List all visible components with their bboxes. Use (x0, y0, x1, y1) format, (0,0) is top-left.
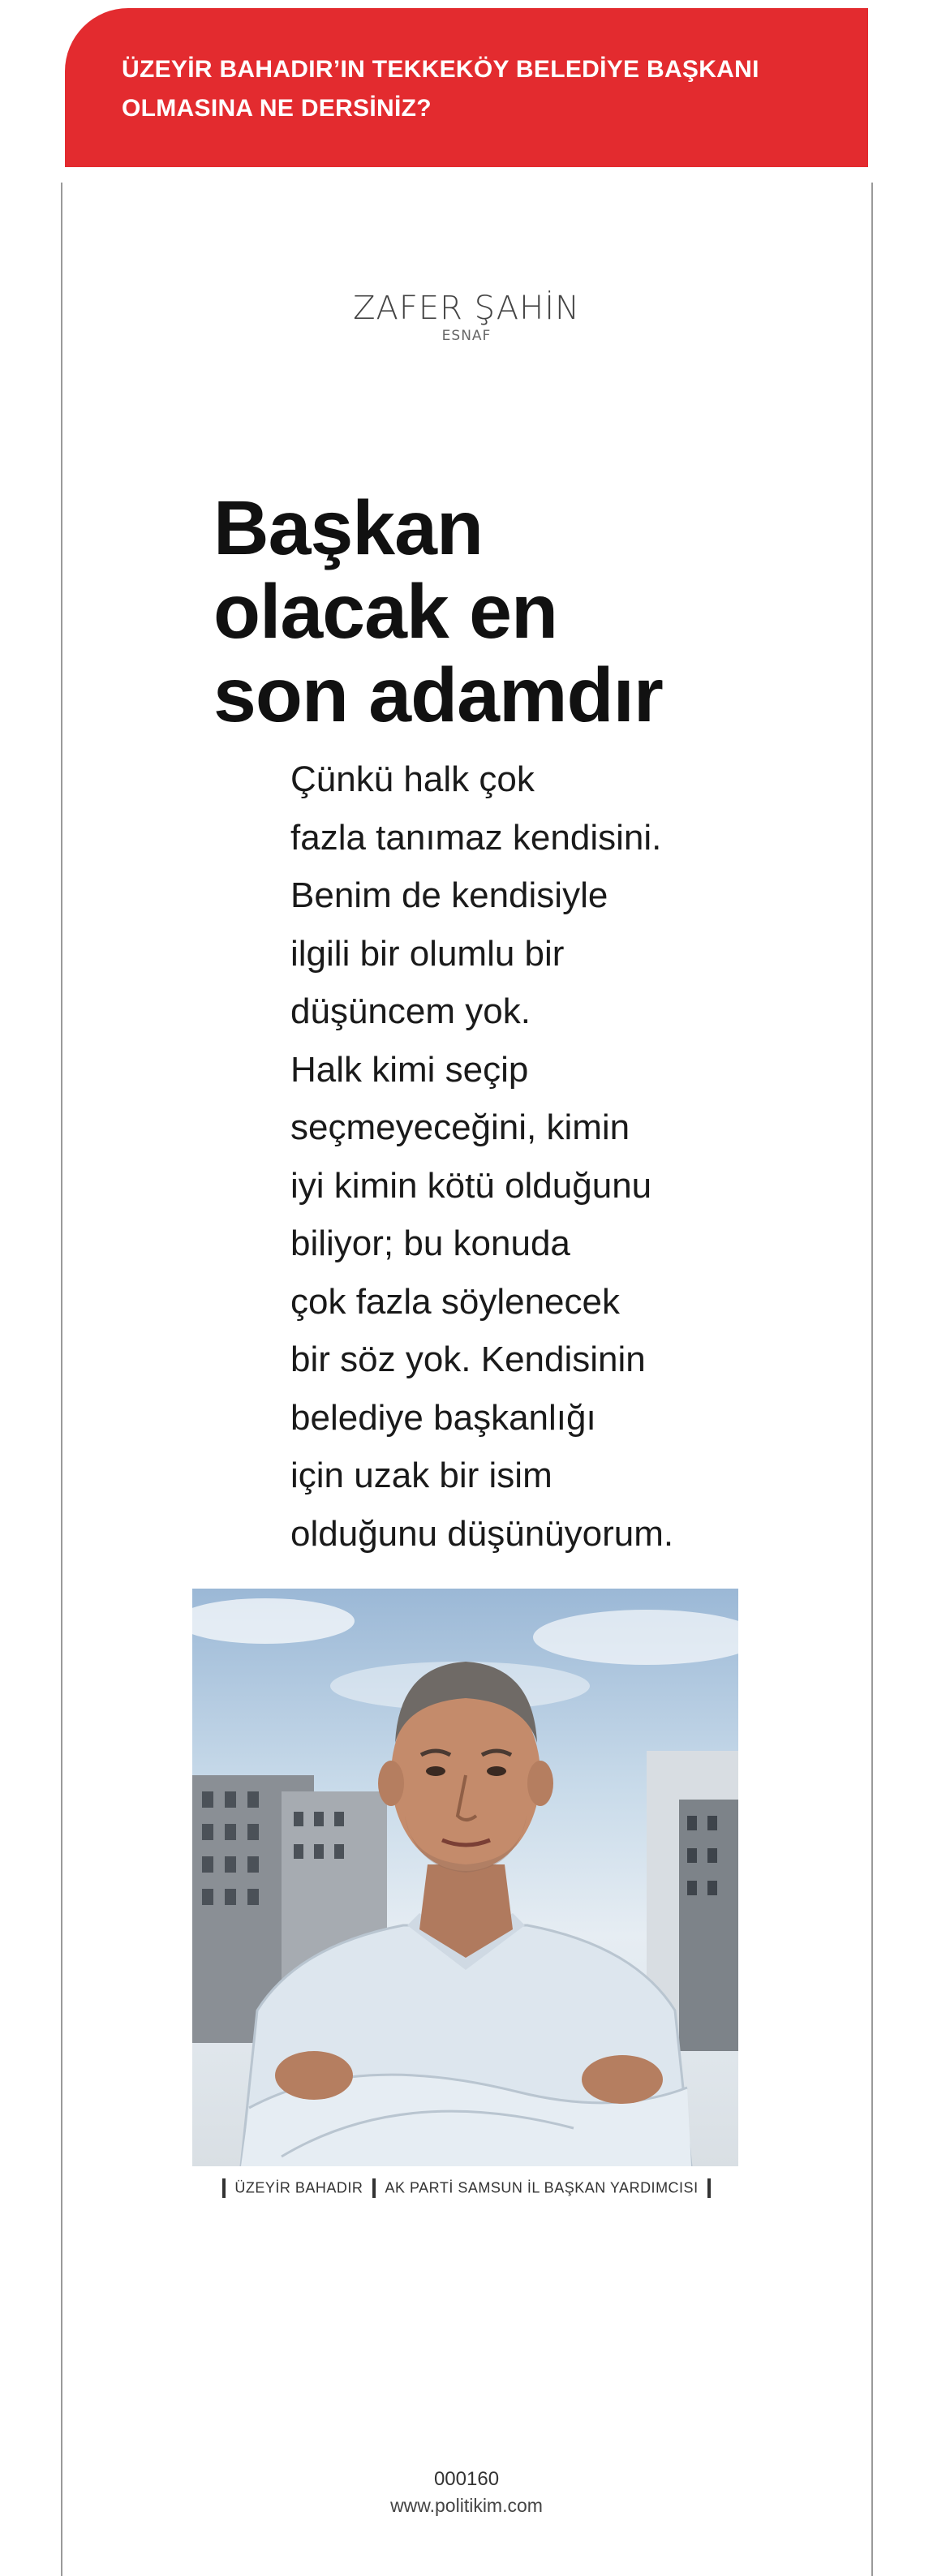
quote-line: iyi kimin kötü olduğunu (290, 1165, 652, 1206)
portrait-photo (192, 1589, 738, 2166)
headline (213, 487, 663, 738)
portrait-illustration (192, 1589, 738, 2166)
headline-line: son adamdır (213, 652, 663, 738)
frame-left-border (61, 183, 62, 2576)
quote-line: için uzak bir isim (290, 1456, 552, 1495)
quote-line: düşüncem yok. (290, 991, 531, 1031)
headline-line: Başkan (213, 485, 483, 571)
photo-caption (0, 2178, 933, 2198)
footer (0, 2466, 933, 2518)
banner-title-line-1: ÜZEYİR BAHADIR’IN TEKKEKÖY BELEDİYE BAŞKANI (122, 56, 759, 83)
quote-line: Çünkü halk çok (290, 759, 535, 799)
quote-line: belediye başkanlığı (290, 1397, 596, 1438)
caption-title: AK PARTİ SAMSUN İL BAŞKAN YARDIMCISI (385, 2179, 699, 2196)
quote-line: olduğunu düşünüyorum. (290, 1513, 674, 1554)
quote-line: Benim de kendisiyle (290, 875, 608, 915)
quote-line: Halk kimi seçip (290, 1049, 529, 1090)
footer-url: www.politikim.com (390, 2495, 543, 2516)
quote-line: fazla tanımaz kendisini. (290, 817, 662, 858)
caption-divider (707, 2178, 711, 2198)
footer-code: 000160 (433, 2468, 500, 2490)
author-name: ZAFER ŞAHİN (353, 290, 580, 327)
banner-title-line-2: OLMASINA NE DERSİNİZ? (122, 95, 432, 122)
caption-divider (222, 2178, 226, 2198)
quote-line: çok fazla söylenecek (290, 1281, 620, 1322)
headline-line: olacak en (213, 569, 558, 655)
question-banner (65, 8, 868, 167)
author-block (0, 290, 933, 345)
frame-right-border (871, 183, 873, 2576)
quote-line: ilgili bir olumlu bir (290, 933, 565, 974)
quote-line: seçmeyeceğini, kimin (290, 1107, 630, 1147)
quote-line: bir söz yok. Kendisinin (290, 1340, 646, 1379)
quote-line: biliyor; bu konuda (290, 1223, 570, 1263)
caption-divider (372, 2178, 376, 2198)
quote-body (290, 750, 673, 1563)
author-role: ESNAF (441, 328, 492, 344)
caption-name: ÜZEYİR BAHADIR (234, 2179, 363, 2196)
